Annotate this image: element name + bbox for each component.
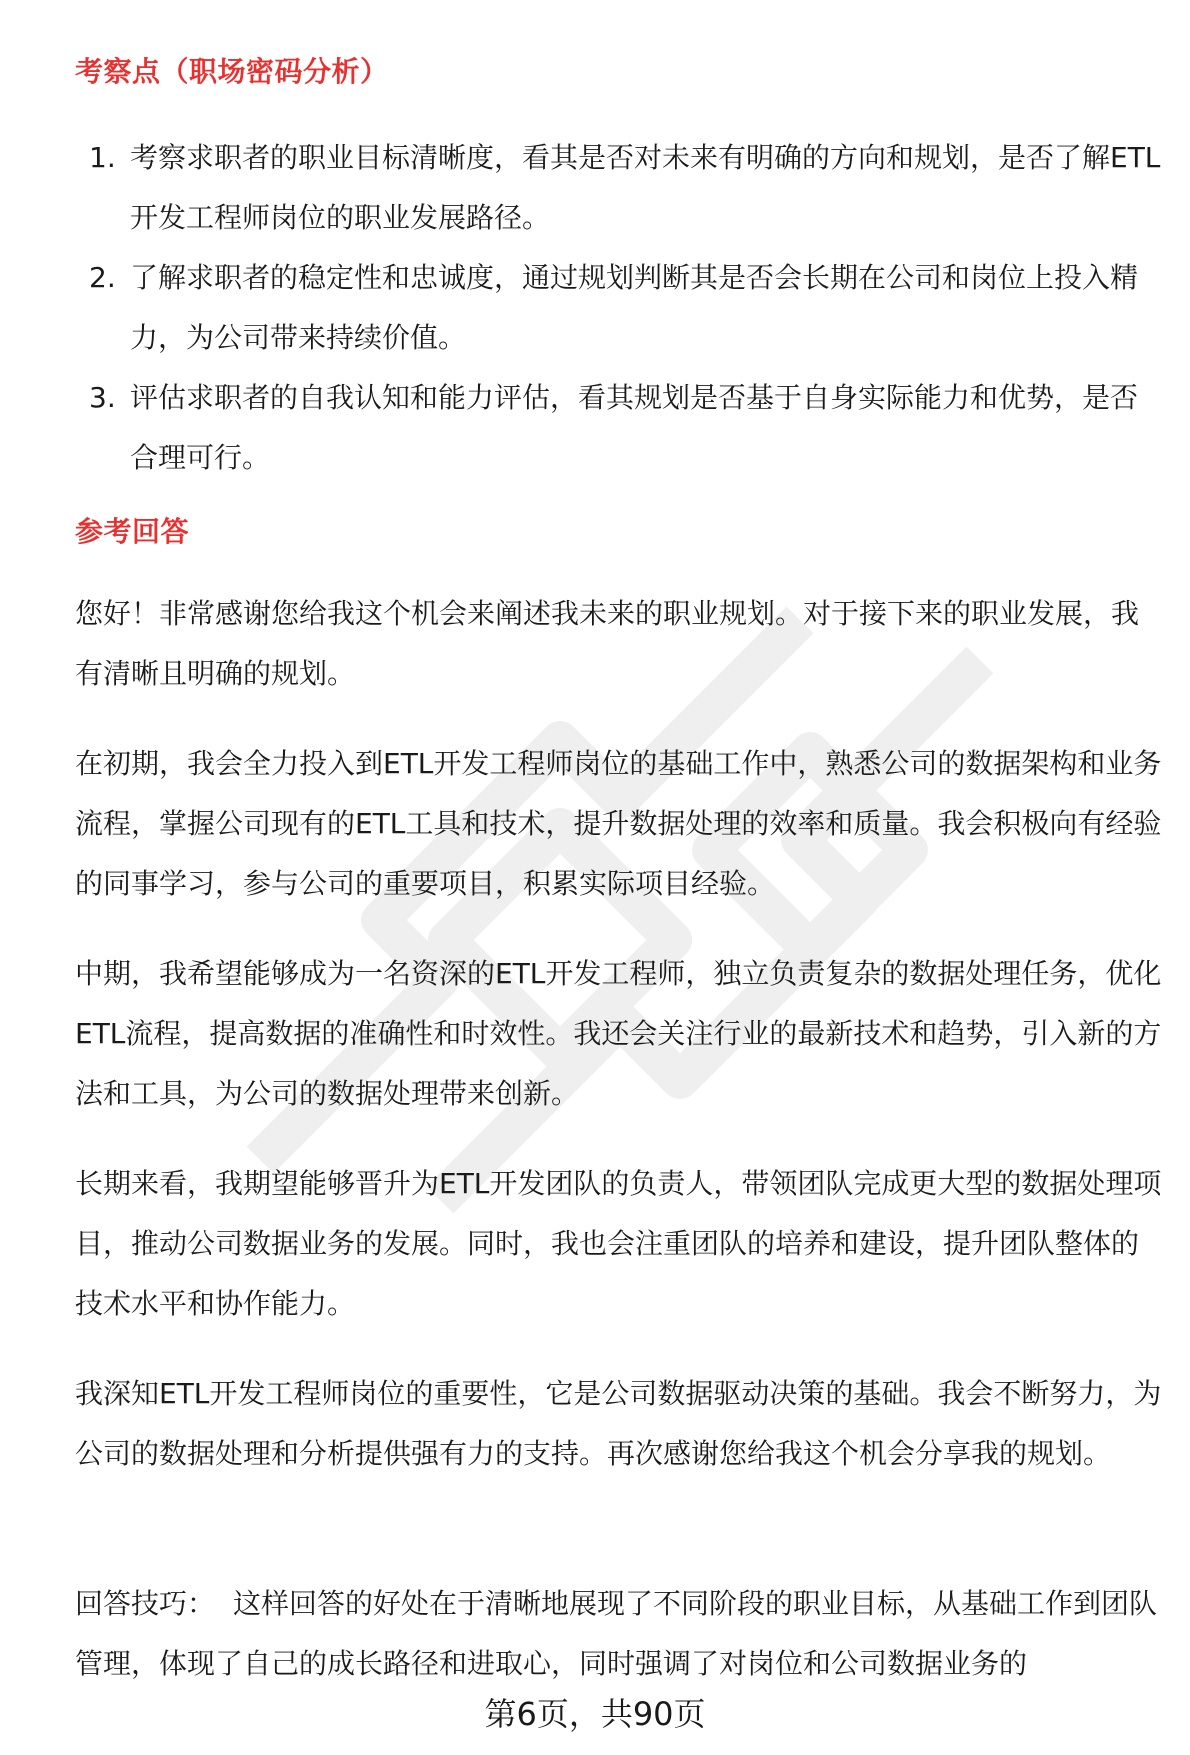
list-item-text: 评估求职者的自我认知和能力评估，看其规划是否基于自身实际能力和优势，是否合理可行。 [130,381,1139,474]
list-item [75,368,1165,488]
list-item [75,248,1165,368]
list-item [75,128,1165,248]
list-item-number: 1. [89,141,116,174]
reference-answer-heading: 参考回答 [75,515,190,548]
answer-paragraph-closing: 我深知ETL开发工程师岗位的重要性，它是公司数据驱动决策的基础。我会不断努力，为公司的数据处理和分析提供强有力的支持。再次感谢您给我这个机会分享我的规划。 [75,1377,1162,1470]
answer-tip-paragraph [75,1574,1165,1694]
list-item-number: 3. [89,381,116,414]
list-item-number: 2. [89,261,116,294]
answer-paragraph-early-stage: 在初期，我会全力投入到ETL开发工程师岗位的基础工作中，熟悉公司的数据架构和业务流程，掌握公司现有的ETL工具和技术，提升数据处理的效率和质量。我会积极向有经验的同事学习，参与公司的重要项目，积累实际项目经验。 [75,747,1162,900]
answer-paragraph-intro: 您好！非常感谢您给我这个机会来阐述我未来的职业规划。对于接下来的职业发展，我有清晰且明确的规划。 [75,597,1140,690]
answer-paragraph-mid-stage: 中期，我希望能够成为一名资深的ETL开发工程师，独立负责复杂的数据处理任务，优化ETL流程，提高数据的准确性和时效性。我还会关注行业的最新技术和趋势，引入新的方法和工具，为公司的数据处理带来创新。 [75,957,1162,1110]
list-item-text: 考察求职者的职业目标清晰度，看其是否对未来有明确的方向和规划，是否了解ETL开发工程师岗位的职业发展路径。 [130,141,1161,234]
answer-tip-label: 回答技巧： [75,1587,216,1620]
exam-points-heading: 考察点（职场密码分析） [75,55,389,88]
list-item-text: 了解求职者的稳定性和忠诚度，通过规划判断其是否会长期在公司和岗位上投入精力，为公司带来持续价值。 [130,261,1139,354]
answer-tip-text: 这样回答的好处在于清晰地展现了不同阶段的职业目标，从基础工作到团队管理，体现了自己的成长路径和进取心，同时强调了对岗位和公司数据业务的 [75,1587,1158,1680]
answer-paragraph-long-term: 长期来看，我期望能够晋升为ETL开发团队的负责人，带领团队完成更大型的数据处理项目，推动公司数据业务的发展。同时，我也会注重团队的培养和建设，提升团队整体的技术水平和协作能力。 [75,1167,1162,1320]
page-indicator: 第6页，共90页 [484,1695,706,1733]
exam-points-list [75,128,1165,488]
